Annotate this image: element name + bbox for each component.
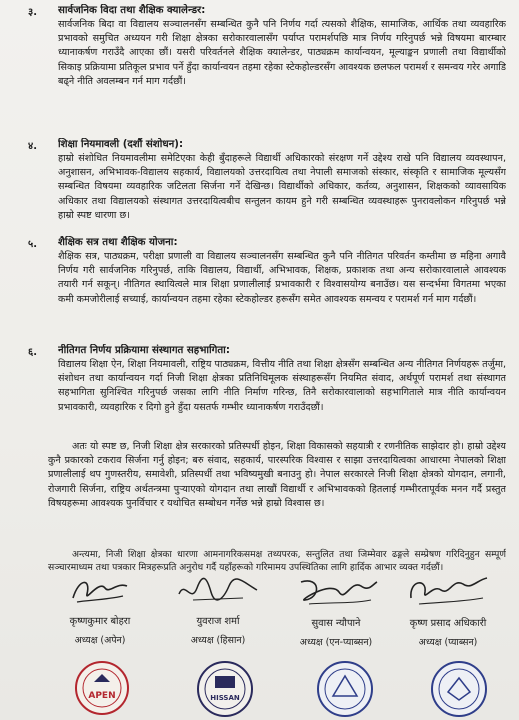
signatory-name: कृष्णकुमार बोहरा <box>69 616 131 627</box>
point-title: शिक्षा नियमावली (दशौं संशोधन): <box>58 139 184 150</box>
n-pabson-seal-icon <box>316 660 374 718</box>
hissan-seal-icon <box>196 660 254 718</box>
point-3 <box>28 4 506 89</box>
point-number: ४. <box>28 141 37 152</box>
signatory-1 <box>40 574 160 646</box>
point-text: शैक्षिक सत्र, पाठ्यक्रम, परीक्षा प्रणाली वा विद्यालय सञ्चालनसँग सम्बन्धित कुनै पनि नीतिगत परिवर्तन कम्तीमा छ महिना अगावै निर्णय गरी सार्वजनिक गरिनुपर्छ, ताकि विद्यालय, विद्यार्थी, अभिभावक, शिक्षक, प्रकाशक तथा अन्य सरोकारवालाले आवश्यक तयारी गर्न सकून्। नीतिगत स्थायित्वले मात्र शिक्षा प्रणालीलाई प्रभावकारी र विश्वासयोग्य बनाउँछ। यस सन्दर्भमा विगतमा भएका कमी कमजोरीलाई सच्याई, कार्यान्वयन तहमा रहेका स्टेकहोल्डर हरूसँग समेत आवश्यक समन्वय र परामर्श गर्न माग गर्दछौं। <box>58 251 506 305</box>
signatory-name: सुवास न्यौपाने <box>311 618 361 629</box>
signature-2-icon <box>173 574 263 608</box>
signatory-name: युवराज शर्मा <box>196 616 240 627</box>
point-text: हाम्रो संशोधित नियमावलीमा समेटिएका केही बुँदाहरूले विद्यार्थी अधिकारको संरक्षण गर्ने उद्देश्य राखे पनि विद्यालय व्यवस्थापन, अनुशासन, अभिभावक-विद्यालय सहकार्य, विद्यालयको उत्तरदायित्व तथा नेपाली समाजको संस्कार, संस्कृति र सामाजिक मूल्यसँग सम्बन्धित विषयमा व्यवहारिक जटिलता सिर्जना गर्ने देखिन्छ। विद्यार्थीको अधिकार, कर्तव्य, अनुशासन, शिक्षकको व्यावसायिक अधिकार तथा विद्यालयको संस्थागत उत्तरदायित्वबीच सन्तुलन कायम हुने गरी सम्बन्धित व्यवस्थाहरू पुनरावलोकन गरिनुपर्छ भन्ने हाम्रो स्पष्ट धारणा छ। <box>58 153 506 221</box>
conclusion-paragraph: अतः यो स्पष्ट छ, निजी शिक्षा क्षेत्र सरकारको प्रतिस्पर्धी होइन, शिक्षा विकासको सहयात्री र रणनीतिक साझेदार हो। हाम्रो उद्देश्य कुनै प्रकारको टकराव सिर्जना गर्नु होइन; बरु संवाद, सहकार्य, पारस्परिक विश्वास र साझा उत्तरदायित्वका आधारमा नेपालको शिक्षा प्रणालीलाई थप गुणस्तरीय, समावेशी, प्रतिस्पर्धी तथा भविष्यमुखी बनाउनु हो। नेपाल सरकारले निजी शिक्षा क्षेत्रको योगदान, लगानी, रोजगारी सिर्जना, राष्ट्रिय अर्थतन्त्रमा पुऱ्याएको योगदान तथा लाखौं विद्यार्थी र अभिभावकको हितलाई गम्भीरतापूर्वक मनन गर्दै प्रस्तुत विषयहरूमा आवश्यक पुनर्विचार र यथोचित सम्बोधन गर्नेछ भन्ने हाम्रो विश्वास छ। <box>48 441 506 509</box>
point-5 <box>28 236 506 307</box>
point-4 <box>28 138 506 223</box>
signatory-role: अध्यक्ष (हिसान) <box>190 635 246 646</box>
signatory-3 <box>276 574 396 648</box>
signature-1-icon <box>65 574 135 608</box>
thanks-paragraph: अन्त्यमा, निजी शिक्षा क्षेत्रका धारणा आमनागरिकसमक्ष तथ्यपरक, सन्तुलित तथा जिम्मेवार ढङ्गले सम्प्रेषण गरिदिनुहुन सम्पूर्ण सञ्चारमाध्यम तथा पत्रकार मित्रहरूप्रति अनुरोध गर्दै यहाँहरूको गरिमामय उपस्थितिका लागि हार्दिक आभार व्यक्त गर्दछौं। <box>48 549 506 574</box>
signatory-name: कृष्ण प्रसाद अधिकारी <box>409 618 487 629</box>
signatory-4 <box>388 574 508 648</box>
point-title: नीतिगत निर्णय प्रक्रियामा संस्थागत सहभागिता: <box>58 345 230 356</box>
signatory-role: अध्यक्ष (अपेन) <box>74 635 126 646</box>
seal-label: HISSAN <box>210 694 240 702</box>
point-number: ३. <box>28 7 37 18</box>
point-text: सार्वजनिक बिदा वा विद्यालय सञ्चालनसँग सम्बन्धित कुनै पनि निर्णय गर्दा त्यसको शैक्षिक, सामाजिक, आर्थिक तथा व्यवहारिक प्रभावको समुचित अध्ययन गरी शिक्षा क्षेत्रका सरोकारवालासँग पर्याप्त परामर्शपछि मात्र निर्णय गरिनुपर्छ भन्ने विषयमा बारम्बार ध्यानाकर्षण गराउँदै आएका छौं। यसरी परिवर्तनले शैक्षिक क्यालेन्डर, पाठ्यक्रम कार्यान्वयन, मूल्याङ्कन प्रणाली तथा विद्यार्थीको सिकाइ प्रक्रियामा प्रतिकूल प्रभाव पर्ने हुँदा कार्यान्वयन तहमा रहेका स्टेकहोल्डरसँग आवश्यक छलफल परामर्श र समन्वय गरेर अगाडि बढ्ने नीति अवलम्बन गर्न माग गर्दछौं। <box>58 19 506 87</box>
pabson-seal-icon <box>430 660 488 718</box>
point-text: विद्यालय शिक्षा ऐन, शिक्षा नियमावली, राष्ट्रिय पाठ्यक्रम, वित्तीय नीति तथा शिक्षा क्षेत्रसँग सम्बन्धित अन्य नीतिगत निर्णयहरू तर्जुमा, संशोधन तथा कार्यान्वयन गर्दा निजी शिक्षा क्षेत्रका प्रतिनिधिमूलक संस्थाहरूसँग नियमित संवाद, अर्थपूर्ण परामर्श तथा संस्थागत सहभागिता सुनिश्चित गरिनुपर्छ जसका लागि नीति निर्माण गरिन्छ, तिनै सरोकारवालाको सहभागिताले मात्र नीति कार्यान्वयन प्रभावकारी, व्यवहारिक र दिगो हुने हुँदा यसतर्फ गम्भीर ध्यानाकर्षण गराउँदछौं। <box>58 359 506 413</box>
seal-label: APEN <box>88 691 116 701</box>
signatory-role: अध्यक्ष (एन-प्याब्सन) <box>299 637 373 648</box>
point-title: सार्वजनिक विदा तथा शैक्षिक क्यालेन्डर: <box>58 5 206 16</box>
apen-seal-icon <box>74 660 130 716</box>
signature-4-icon <box>403 574 493 610</box>
signatory-2 <box>158 574 278 646</box>
point-number: ६. <box>28 347 37 358</box>
point-6 <box>28 344 506 415</box>
signatory-role: अध्यक्ष (प्याब्सन) <box>418 637 478 648</box>
signature-3-icon <box>291 574 381 610</box>
point-number: ५. <box>28 239 37 250</box>
point-title: शैक्षिक सत्र तथा शैक्षिक योजना: <box>58 237 178 248</box>
